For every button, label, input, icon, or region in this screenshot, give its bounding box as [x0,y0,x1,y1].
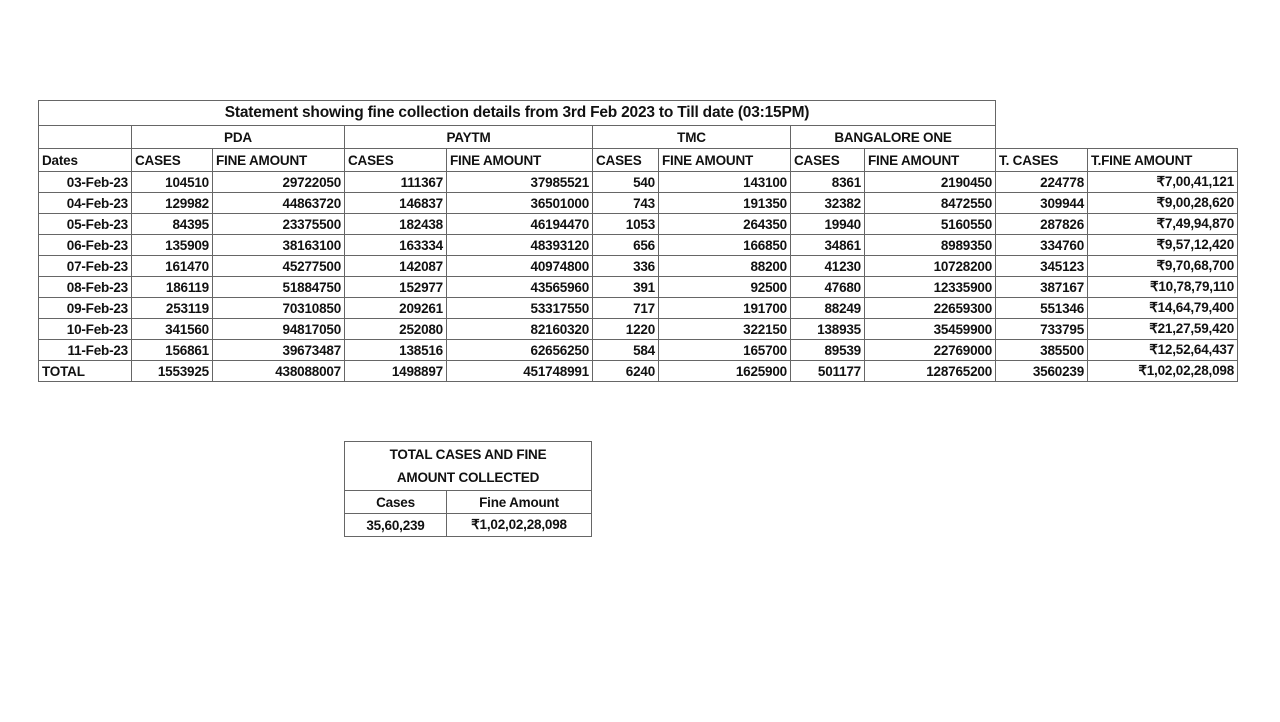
value-cell: 1498897 [345,361,447,382]
value-cell: ₹9,57,12,420 [1088,235,1238,256]
group-tmc: TMC [593,126,791,149]
header-row [39,149,1238,172]
value-cell: 43565960 [447,277,593,298]
value-cell: 6240 [593,361,659,382]
value-cell: 733795 [996,319,1088,340]
value-cell: 161470 [132,256,213,277]
date-cell: 05-Feb-23 [39,214,132,235]
value-cell: 165700 [659,340,791,361]
value-cell: 53317550 [447,298,593,319]
value-cell: 287826 [996,214,1088,235]
column-header: FINE AMOUNT [865,149,996,172]
value-cell: ₹10,78,79,110 [1088,277,1238,298]
value-cell: 38163100 [213,235,345,256]
value-cell: 89539 [791,340,865,361]
value-cell: 191350 [659,193,791,214]
value-cell: 88200 [659,256,791,277]
value-cell: 584 [593,340,659,361]
value-cell: 224778 [996,172,1088,193]
value-cell: 111367 [345,172,447,193]
value-cell: 51884750 [213,277,345,298]
table-row [39,256,1238,277]
value-cell: 186119 [132,277,213,298]
value-cell: 166850 [659,235,791,256]
value-cell: 191700 [659,298,791,319]
value-cell: ₹7,49,94,870 [1088,214,1238,235]
value-cell: 128765200 [865,361,996,382]
value-cell: 253119 [132,298,213,319]
value-cell: 146837 [345,193,447,214]
value-cell: 345123 [996,256,1088,277]
summary-cases-value: 35,60,239 [345,514,447,537]
value-cell: 37985521 [447,172,593,193]
value-cell: 88249 [791,298,865,319]
column-header: T.FINE AMOUNT [1088,149,1238,172]
summary-table [344,441,592,537]
summary-cases-label: Cases [345,491,447,514]
table-row [39,319,1238,340]
value-cell: ₹9,00,28,620 [1088,193,1238,214]
value-cell: 743 [593,193,659,214]
value-cell: 1625900 [659,361,791,382]
value-cell: 551346 [996,298,1088,319]
value-cell: 34861 [791,235,865,256]
value-cell: 36501000 [447,193,593,214]
value-cell: ₹21,27,59,420 [1088,319,1238,340]
value-cell: 135909 [132,235,213,256]
value-cell: 264350 [659,214,791,235]
value-cell: 35459900 [865,319,996,340]
table-row [39,277,1238,298]
value-cell: 252080 [345,319,447,340]
value-cell: 336 [593,256,659,277]
total-row [39,361,1238,382]
table-title: Statement showing fine collection details from 3rd Feb 2023 to Till date (03:15PM) [39,101,996,126]
value-cell: ₹14,64,79,400 [1088,298,1238,319]
value-cell: 3560239 [996,361,1088,382]
group-paytm: PAYTM [345,126,593,149]
table-row [39,214,1238,235]
value-cell: 717 [593,298,659,319]
value-cell: 22659300 [865,298,996,319]
value-cell: ₹1,02,02,28,098 [1088,361,1238,382]
value-cell: 322150 [659,319,791,340]
value-cell: 540 [593,172,659,193]
value-cell: 5160550 [865,214,996,235]
value-cell: 10728200 [865,256,996,277]
date-cell: 10-Feb-23 [39,319,132,340]
table-row [39,340,1238,361]
column-header: CASES [132,149,213,172]
value-cell: 40974800 [447,256,593,277]
table-row [39,298,1238,319]
value-cell: 29722050 [213,172,345,193]
date-cell: 09-Feb-23 [39,298,132,319]
group-pda: PDA [132,126,345,149]
value-cell: 391 [593,277,659,298]
date-cell: 11-Feb-23 [39,340,132,361]
value-cell: 39673487 [213,340,345,361]
value-cell: 129982 [132,193,213,214]
value-cell: 1553925 [132,361,213,382]
value-cell: 438088007 [213,361,345,382]
value-cell: 451748991 [447,361,593,382]
value-cell: 152977 [345,277,447,298]
value-cell: 104510 [132,172,213,193]
column-header: CASES [345,149,447,172]
value-cell: 23375500 [213,214,345,235]
value-cell: 82160320 [447,319,593,340]
summary-title: TOTAL CASES AND FINE AMOUNT COLLECTED [345,442,592,491]
value-cell: 8989350 [865,235,996,256]
value-cell: 94817050 [213,319,345,340]
value-cell: 8472550 [865,193,996,214]
value-cell: 22769000 [865,340,996,361]
date-cell: 04-Feb-23 [39,193,132,214]
value-cell: 309944 [996,193,1088,214]
value-cell: 44863720 [213,193,345,214]
value-cell: 501177 [791,361,865,382]
value-cell: 142087 [345,256,447,277]
summary-fine-value: ₹1,02,02,28,098 [447,514,592,537]
value-cell: 62656250 [447,340,593,361]
value-cell: 47680 [791,277,865,298]
date-cell: 07-Feb-23 [39,256,132,277]
date-cell: TOTAL [39,361,132,382]
value-cell: 8361 [791,172,865,193]
value-cell: 41230 [791,256,865,277]
table-row [39,235,1238,256]
value-cell: 46194470 [447,214,593,235]
value-cell: ₹9,70,68,700 [1088,256,1238,277]
value-cell: 334760 [996,235,1088,256]
date-cell: 03-Feb-23 [39,172,132,193]
date-cell: 06-Feb-23 [39,235,132,256]
value-cell: 45277500 [213,256,345,277]
value-cell: 19940 [791,214,865,235]
value-cell: 2190450 [865,172,996,193]
column-header: Dates [39,149,132,172]
value-cell: ₹12,52,64,437 [1088,340,1238,361]
value-cell: 656 [593,235,659,256]
value-cell: 1220 [593,319,659,340]
fine-collection-table [38,100,1238,382]
column-header: CASES [593,149,659,172]
value-cell: 70310850 [213,298,345,319]
date-cell: 08-Feb-23 [39,277,132,298]
value-cell: 163334 [345,235,447,256]
column-header: FINE AMOUNT [213,149,345,172]
value-cell: 138935 [791,319,865,340]
value-cell: 387167 [996,277,1088,298]
value-cell: 12335900 [865,277,996,298]
value-cell: 138516 [345,340,447,361]
column-header: FINE AMOUNT [659,149,791,172]
column-header: CASES [791,149,865,172]
group-bangalore-one: BANGALORE ONE [791,126,996,149]
value-cell: 156861 [132,340,213,361]
value-cell: 209261 [345,298,447,319]
value-cell: 48393120 [447,235,593,256]
value-cell: 143100 [659,172,791,193]
value-cell: 1053 [593,214,659,235]
value-cell: 84395 [132,214,213,235]
table-row [39,193,1238,214]
column-header: T. CASES [996,149,1088,172]
value-cell: 341560 [132,319,213,340]
summary-fine-label: Fine Amount [447,491,592,514]
column-header: FINE AMOUNT [447,149,593,172]
value-cell: 182438 [345,214,447,235]
value-cell: 32382 [791,193,865,214]
value-cell: 385500 [996,340,1088,361]
value-cell: 92500 [659,277,791,298]
table-row [39,172,1238,193]
value-cell: ₹7,00,41,121 [1088,172,1238,193]
